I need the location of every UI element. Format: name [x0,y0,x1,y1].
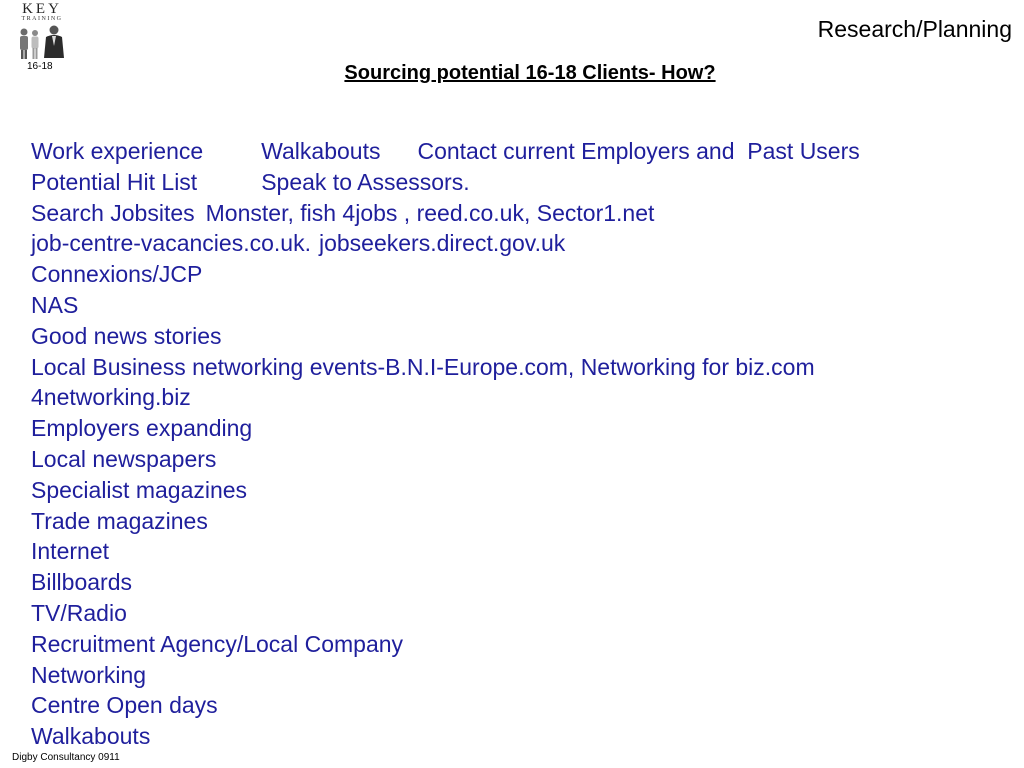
list-item: Good news stories [31,322,222,349]
footer-text: Digby Consultancy 0911 [12,752,120,763]
list-row [31,136,860,167]
list-item: Potential Hit List [31,168,198,195]
list-item: Speak to Assessors. [261,168,470,195]
list-item: Recruitment Agency/Local Company [31,630,404,657]
list-item: Local newspapers [31,445,217,472]
list-item: Search Jobsites [31,199,195,226]
list-item: Billboards [31,569,132,596]
key-training-logo [10,2,74,60]
logo-tagline: TRAINING [21,16,63,22]
list-item: Centre Open days [31,692,218,719]
list-item: Specialist magazines [31,476,248,503]
list-item: Connexions/JCP [31,261,203,288]
course-code: 16-18 [27,61,53,72]
list-item: Walkabouts [31,723,151,750]
list-item: 4networking.biz [31,384,191,411]
list-item: Monster, fish 4jobs , reed.co.uk, Sector1.net [205,199,655,226]
list-item: Employers expanding [31,415,253,442]
list-item: job-centre-vacancies.co.uk. [31,230,311,257]
list-item: jobseekers.direct.gov.uk [318,230,566,257]
business-people-icon [14,24,70,60]
section-label: Research/Planning [817,16,1012,42]
list-item: Internet [31,538,109,565]
list-item: NAS [31,291,79,318]
list-row [31,228,860,259]
list-item: TV/Radio [31,599,127,626]
list-item: Local Business networking events-B.N.I-Europe.com, Networking for biz.com [31,353,815,380]
list-item: Networking [31,661,147,688]
content-list [31,136,860,752]
list-row [31,167,860,198]
list-item: Contact current Employers and Past Users [417,138,860,164]
list-item: Work experience [31,138,204,164]
list-item: Walkabouts [261,138,381,164]
page-title: Sourcing potential 16-18 Clients- How? [344,62,716,84]
logo-brand: KEY [22,1,62,17]
list-row [31,198,860,229]
list-item: Trade magazines [31,507,208,534]
